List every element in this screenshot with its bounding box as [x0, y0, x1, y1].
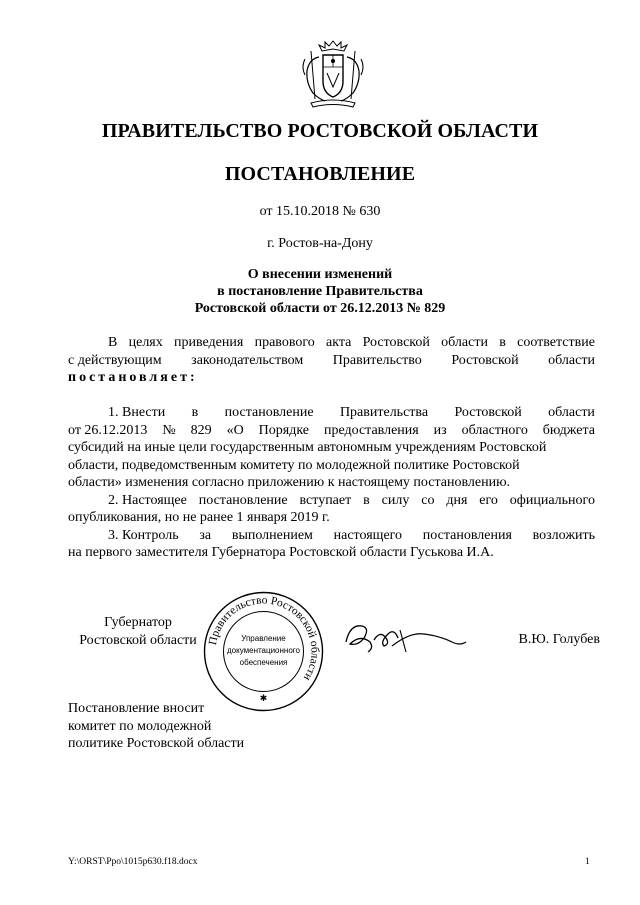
word: целях	[128, 335, 163, 350]
decree-items	[68, 404, 595, 562]
city-line: г. Ростов-на-Дону	[267, 236, 373, 251]
subject-line: Ростовской области от 26.12.2013 № 829	[194, 301, 446, 316]
word: Ростовской	[362, 335, 430, 350]
date-number-line: от 15.10.2018 № 630	[259, 204, 381, 219]
subject-line: О внесении изменений	[247, 267, 393, 282]
word: Правительства	[339, 405, 429, 420]
word: В	[108, 335, 118, 350]
word: 2. Настоящее	[108, 492, 187, 508]
text-run: опубликования, но не ранее 1 января 2019 г.	[68, 510, 330, 525]
word: Порядке	[258, 422, 310, 438]
word: областного	[461, 422, 528, 438]
word: предоставления	[323, 422, 419, 438]
word: в	[499, 335, 506, 350]
word: дня	[446, 492, 468, 508]
word: 829	[190, 422, 212, 438]
submitter-line: Постановление вносит	[68, 701, 205, 716]
document-subject	[0, 266, 640, 317]
footer-page-number: 1	[585, 857, 590, 867]
word: приведения	[174, 335, 244, 350]
handwritten-signature	[340, 612, 470, 662]
word: возложить	[532, 527, 595, 543]
official-stamp	[201, 589, 326, 714]
word: от 26.12.2013	[68, 422, 148, 438]
government-title: ПРАВИТЕЛЬСТВО РОСТОВСКОЙ ОБЛАСТИ	[101, 120, 539, 142]
word: постановление	[198, 492, 288, 508]
word: из	[433, 422, 447, 438]
stamp-center-line: документационного	[227, 646, 300, 655]
preamble-line-3	[68, 369, 595, 387]
submitter-note	[68, 700, 244, 753]
word: 1. Внести	[108, 405, 166, 420]
word: вступает	[299, 492, 352, 508]
word: №	[162, 422, 176, 438]
word: в	[191, 405, 199, 420]
word: 3. Контроль	[108, 527, 179, 543]
stamp-ring-textpath: Правительство Ростовской области	[206, 594, 321, 683]
text-run: области, подведомственным комитету по молодежной политике Ростовской	[68, 457, 520, 473]
item2-line-1	[68, 492, 595, 510]
text-run: на первого заместителя Губернатора Ростовской области Гуськова И.А.	[68, 545, 494, 560]
subject-line: в постановление Правительства	[217, 284, 423, 299]
word: правового	[254, 335, 315, 350]
word: области	[548, 405, 595, 420]
item3-line-1	[68, 527, 595, 545]
word: Ростовской	[451, 352, 519, 368]
word: бюджета	[542, 422, 595, 438]
item1-line-4	[68, 457, 595, 475]
word: его	[479, 492, 498, 508]
word: постановление	[224, 405, 314, 420]
coat-of-arms-emblem	[297, 37, 369, 109]
signatory-title-line: Губернатор	[104, 615, 172, 630]
preamble-paragraph	[68, 334, 595, 387]
word: настоящего	[333, 527, 403, 543]
word: с действующим	[68, 352, 162, 368]
document-type-title: ПОСТАНОВЛЕНИЕ	[224, 163, 416, 185]
word: Правительство	[332, 352, 422, 368]
item1-line-3	[68, 439, 595, 457]
signatory-title-line: Ростовской области	[79, 633, 197, 648]
stamp-star-icon: ✱	[259, 693, 268, 703]
word: соответствие	[517, 335, 595, 350]
submitter-line: комитет по молодежной	[68, 718, 212, 734]
word: за	[199, 527, 212, 543]
signatory-title	[68, 614, 208, 650]
item2-line-2	[68, 509, 595, 527]
word: Ростовской	[454, 405, 522, 420]
stamp-center-line: Управление	[241, 634, 286, 643]
word: законодательством	[191, 352, 304, 368]
item1-line-5	[68, 474, 595, 492]
signatory-name: В.Ю. Голубев	[518, 632, 600, 647]
word: акта	[326, 335, 352, 350]
word: области	[441, 335, 488, 350]
submitter-line: политике Ростовской области	[68, 736, 245, 751]
footer-file-path: Y:\ORST\Ppo\1015p630.f18.docx	[68, 857, 198, 867]
item3-line-2	[68, 544, 595, 562]
word: официального	[509, 492, 595, 508]
word: постановления	[422, 527, 512, 543]
item1-line-1	[68, 404, 595, 422]
text-run: субсидий на иные цели государственным автономным учреждениям Ростовской	[68, 440, 547, 455]
word: «О	[226, 422, 244, 438]
preamble-line-1	[68, 334, 595, 352]
item1-line-2	[68, 422, 595, 440]
word: силу	[381, 492, 410, 508]
word: в	[363, 492, 370, 508]
preamble-line-2	[68, 352, 595, 370]
text-run: области» изменения согласно приложению к настоящему постановлению.	[68, 475, 511, 490]
stamp-center-line: обеспечения	[239, 658, 288, 667]
decree-keyword: постановляет:	[68, 370, 198, 385]
word: выполнением	[231, 527, 313, 543]
word: со	[421, 492, 435, 508]
word: области	[548, 352, 595, 368]
